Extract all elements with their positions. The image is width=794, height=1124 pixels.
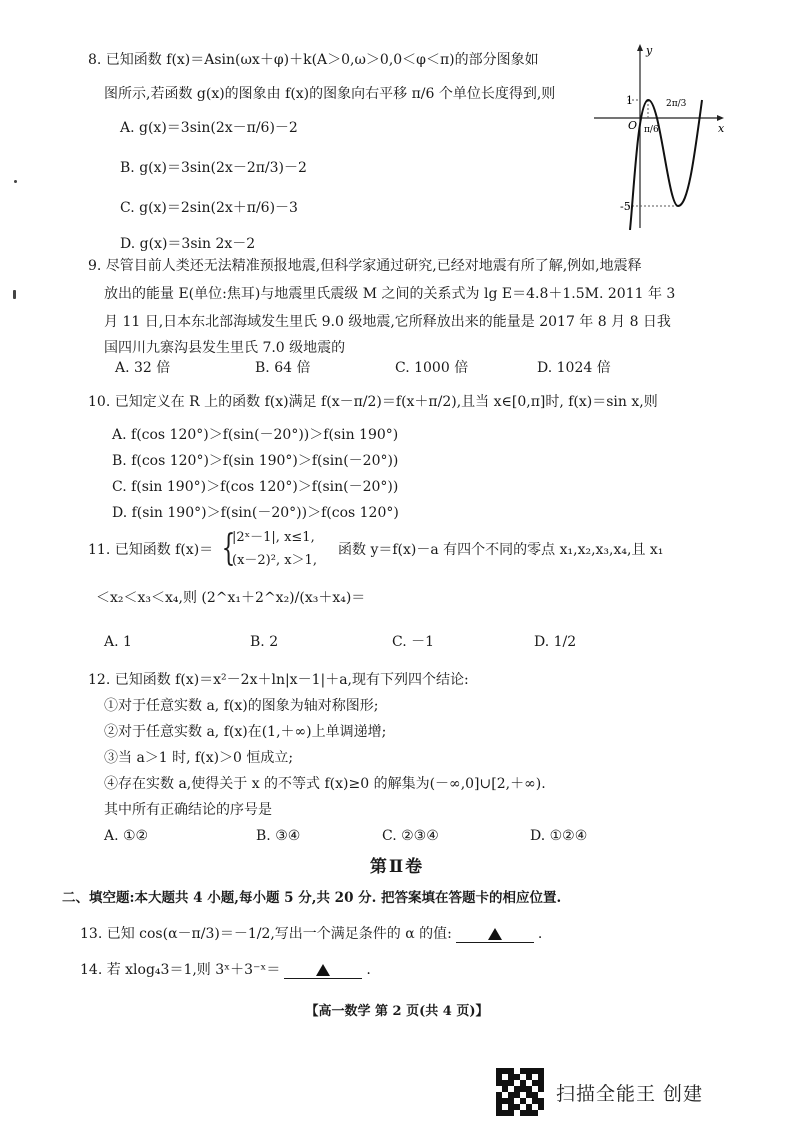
q11-brace: { [221,528,236,569]
y-max-label: 1 [626,94,633,107]
q13-answer-blank[interactable] [456,926,534,943]
scan-speck [14,180,17,183]
q8-function-graph [590,40,730,230]
x-axis-label: x [718,122,725,135]
q9-option-b: B. 64 倍 [255,360,311,376]
q11-option-a: A. 1 [104,634,132,650]
q11-options [104,632,576,652]
page-footer: 【高一数学 第 2 页(共 4 页)】 [305,1004,489,1019]
q9-option-d: D. 1024 倍 [537,360,611,376]
q12-item-1: ①对于任意实数 a, f(x)的图象为轴对称图形; [104,698,379,714]
q12-question: 其中所有正确结论的序号是 [104,802,272,818]
q8-option-c: C. g(x)＝2sin(2x＋π/6)－3 [120,200,298,216]
q13-end: . [537,926,543,942]
triangle-icon [488,928,502,940]
q8-stem-line2: 图所示,若函数 g(x)的图象由 f(x)的图象向右平移 π/6 个单位长度得到,则 [104,86,556,102]
q12-option-d: D. ①②④ [530,828,588,844]
y-min-label: -5 [620,200,631,213]
q12-item-4: ④存在实数 a,使得关于 x 的不等式 f(x)≥0 的解集为(－∞,0]∪[2,＋∞). [104,776,546,792]
q12-item-2: ②对于任意实数 a, f(x)在(1,＋∞)上单调递增; [104,724,387,740]
sine-curve [630,100,702,230]
q11-case1: |2ˣ－1|, x≤1, [232,530,315,545]
q10-option-c: C. f(sin 190°)＞f(cos 120°)＞f(sin(－20°)) [112,479,399,495]
q10-option-b: B. f(cos 120°)＞f(sin 190°)＞f(sin(－20°)) [112,453,399,469]
q9-option-c: C. 1000 倍 [395,360,469,376]
q10-option-d: D. f(sin 190°)＞f(sin(－20°))＞f(cos 120°) [112,505,399,521]
q13-text: 13. 已知 cos(α－π/3)＝－1/2,写出一个满足条件的 α 的值: [80,926,452,942]
qr-code-icon [496,1068,544,1116]
q11-option-d: D. 1/2 [534,634,577,650]
q11-line2: ＜x₂＜x₃＜x₄,则 (2^x₁＋2^x₂)/(x₃＋x₄)＝ [96,590,366,606]
q12-option-b: B. ③④ [256,828,301,844]
q14-text: 14. 若 xlog₄3＝1,则 3ˣ＋3⁻ˣ＝ [80,962,281,978]
q10-stem: 10. 已知定义在 R 上的函数 f(x)满足 f(x－π/2)＝f(x＋π/2),且当 x∈[0,π]时, f(x)＝sin x,则 [88,394,658,410]
q13 [80,924,542,944]
q9-line3: 月 11 日,日本东北部海域发生里氏 9.0 级地震,它所释放出来的能量是 2017 年 8 月 8 日我 [104,314,671,330]
scan-speck [13,290,16,299]
section-2-heading: 二、填空题:本大题共 4 小题,每小题 5 分,共 20 分. 把答案填在答题卡的相应位置. [62,890,562,906]
q8-option-a: A. g(x)＝3sin(2x－π/6)－2 [120,120,298,136]
q12-option-c: C. ②③④ [382,828,439,844]
q11-case2: (x－2)², x＞1, [232,553,317,568]
q8-option-d: D. g(x)＝3sin 2x－2 [120,236,256,252]
q9-line1: 9. 尽管目前人类还无法精准预报地震,但科学家通过研究,已经对地震有所了解,例如,地震释 [88,258,642,274]
q11-option-c: C. －1 [392,634,435,650]
section-2-title: 第Ⅱ卷 [369,857,425,877]
q8-option-b: B. g(x)＝3sin(2x－2π/3)－2 [120,160,307,176]
q11-option-b: B. 2 [250,634,279,650]
scanner-watermark [496,1068,703,1116]
y-axis-arrow [637,44,643,51]
q12-option-a: A. ①② [104,828,149,844]
q11-prefix: 11. 已知函数 f(x)＝ [88,542,214,558]
q9-line4: 国四川九寨沟县发生里氏 7.0 级地震的 [104,340,346,356]
origin-label: O [628,119,638,132]
q8-stem-line1: 8. 已知函数 f(x)＝Asin(ωx＋φ)＋k(A＞0,ω＞0,0＜φ＜π)的部分图象如 [88,52,539,68]
q14 [80,960,371,980]
q12-options [104,826,587,846]
x-axis-arrow [717,115,724,121]
y-axis-label: y [646,44,653,57]
x-tick-2pi-3: 2π/3 [666,99,687,109]
q9-option-a: A. 32 倍 [115,360,171,376]
q12-stem: 12. 已知函数 f(x)＝x²－2x＋ln|x－1|＋a,现有下列四个结论: [88,672,469,688]
triangle-icon [316,964,330,976]
watermark-text: 扫描全能王 创建 [556,1082,704,1105]
q11-suffix: 函数 y＝f(x)－a 有四个不同的零点 x₁,x₂,x₃,x₄,且 x₁ [338,542,664,558]
q14-answer-blank[interactable] [284,962,362,979]
q14-end: . [366,962,371,978]
q12-item-3: ③当 a＞1 时, f(x)＞0 恒成立; [104,750,294,766]
q9-options [115,358,611,378]
x-tick-pi-6: π/6 [644,125,659,135]
q9-line2: 放出的能量 E(单位:焦耳)与地震里氏震级 M 之间的关系式为 lg E＝4.8＋1.5M. 2011 年 3 [104,286,676,302]
q10-option-a: A. f(cos 120°)＞f(sin(－20°))＞f(sin 190°) [112,427,399,443]
